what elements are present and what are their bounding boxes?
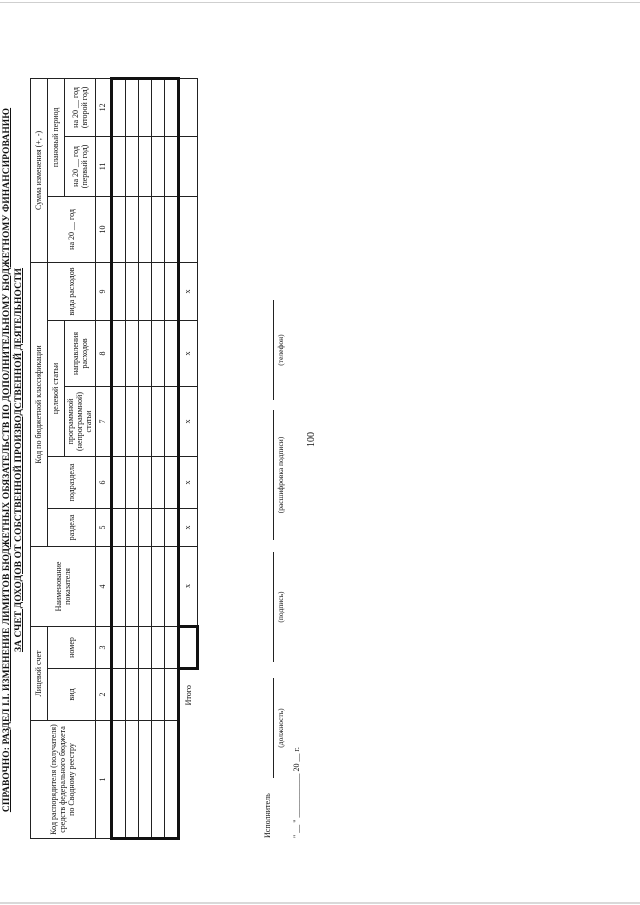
total-cell[interactable] <box>178 136 197 196</box>
total-cell[interactable] <box>178 626 197 668</box>
table-row <box>138 78 151 838</box>
table-cell[interactable] <box>151 626 164 668</box>
column-number: 4 <box>95 546 111 626</box>
table-cell[interactable] <box>125 386 138 456</box>
table-cell[interactable] <box>151 320 164 386</box>
table-cell[interactable] <box>151 508 164 546</box>
header-change-sum: Сумма изменения (+, -) <box>31 78 48 262</box>
table-cell[interactable] <box>125 546 138 626</box>
header-code-recipient: Код распорядителя (получателя) средств федерального бюджета по Сводному реестру <box>31 721 96 839</box>
header-expense-direction: направления расходов <box>65 320 96 386</box>
position-caption: (должность) <box>276 708 285 748</box>
header-subsection: подраздела <box>48 456 96 508</box>
column-number: 6 <box>95 456 111 508</box>
signature-caption: (подпись) <box>276 591 285 623</box>
table-cell[interactable] <box>138 78 151 136</box>
total-expense-type-x: х <box>178 262 197 320</box>
position-line[interactable] <box>273 678 274 778</box>
header-personal-account: Лицевой счет <box>31 626 48 720</box>
table-cell[interactable] <box>111 78 125 136</box>
form-title-line-1: СПРАВОЧНО: РАЗДЕЛ I.I. ИЗМЕНЕНИЕ ЛИМИТОВ БЮДЖЕТНЫХ ОБЯЗАТЕЛЬСТВ ПО ДОПОЛНИТЕЛЬНОМУ БЮДЖЕТНОМУ ФИНАНСИРОВАНИЮ <box>2 107 12 813</box>
table-cell[interactable] <box>164 320 178 386</box>
table-cell[interactable] <box>138 721 151 839</box>
total-indicator-x: х <box>178 546 197 626</box>
header-account-type: вид <box>48 669 96 721</box>
table-cell[interactable] <box>151 669 164 721</box>
table-cell[interactable] <box>164 508 178 546</box>
header-account-number: номер <box>48 626 96 668</box>
phone-line[interactable] <box>273 300 274 400</box>
table-cell[interactable] <box>138 386 151 456</box>
rotated-form-sheet <box>0 20 620 900</box>
table-cell[interactable] <box>111 546 125 626</box>
table-cell[interactable] <box>125 669 138 721</box>
table-cell[interactable] <box>138 546 151 626</box>
form-title-line-2: ЗА СЧЕТ ДОХОДОВ ОТ СОБСТВЕННОЙ ПРОИЗВОДСТВЕННОЙ ДЕЯТЕЛЬНОСТИ <box>14 267 24 653</box>
table-cell[interactable] <box>151 78 164 136</box>
executor-label: Исполнитель <box>263 793 272 838</box>
table-cell[interactable] <box>125 721 138 839</box>
table-cell[interactable] <box>138 626 151 668</box>
table-row <box>151 78 164 838</box>
header-year-second: на 20 __ год (второй год) <box>65 78 96 136</box>
total-program-x: х <box>178 386 197 456</box>
decoding-caption: (расшифровка подписи) <box>276 436 285 514</box>
column-number: 12 <box>95 78 111 136</box>
table-row <box>125 78 138 838</box>
table-cell[interactable] <box>125 196 138 262</box>
header-planning-period: плановый период <box>48 78 65 196</box>
total-label: Итого <box>183 685 193 706</box>
table-cell[interactable] <box>164 546 178 626</box>
table-cell[interactable] <box>164 669 178 721</box>
table-cell[interactable] <box>125 78 138 136</box>
column-number: 5 <box>95 508 111 546</box>
table-cell[interactable] <box>151 456 164 508</box>
table-cell[interactable] <box>125 320 138 386</box>
total-subsection-x: х <box>178 456 197 508</box>
table-cell[interactable] <box>111 196 125 262</box>
table-cell[interactable] <box>125 262 138 320</box>
date-line[interactable]: " __ " ___________ 20 __ г. <box>292 747 301 838</box>
decoding-line[interactable] <box>273 410 274 540</box>
table-cell[interactable] <box>151 262 164 320</box>
table-cell[interactable] <box>111 669 125 721</box>
table-cell[interactable] <box>111 386 125 456</box>
table-cell[interactable] <box>164 626 178 668</box>
total-cell[interactable] <box>178 78 197 136</box>
table-cell[interactable] <box>138 196 151 262</box>
total-direction-x: х <box>178 320 197 386</box>
table-cell[interactable] <box>151 546 164 626</box>
column-number: 2 <box>95 669 111 721</box>
total-row <box>178 78 197 838</box>
table-row <box>164 78 178 838</box>
table-cell[interactable] <box>164 456 178 508</box>
table-cell[interactable] <box>164 386 178 456</box>
table-cell[interactable] <box>125 456 138 508</box>
scan-top-edge <box>0 2 640 3</box>
limits-change-table <box>30 77 199 840</box>
table-cell[interactable] <box>138 262 151 320</box>
table-cell[interactable] <box>111 626 125 668</box>
table-cell[interactable] <box>151 136 164 196</box>
table-cell[interactable] <box>111 721 125 839</box>
column-number: 3 <box>95 626 111 668</box>
table-cell[interactable] <box>151 196 164 262</box>
table-cell[interactable] <box>164 78 178 136</box>
header-program-article: программной (непрограммной) статьи <box>65 386 96 456</box>
table-row <box>111 78 125 838</box>
header-target-article: целевой статьи <box>48 320 65 456</box>
column-number: 10 <box>95 196 111 262</box>
table-cell[interactable] <box>111 320 125 386</box>
header-year-current: на 20 __ год <box>48 196 96 262</box>
table-cell[interactable] <box>138 456 151 508</box>
table-cell[interactable] <box>151 386 164 456</box>
table-cell[interactable] <box>138 669 151 721</box>
table-cell[interactable] <box>164 196 178 262</box>
table-cell[interactable] <box>125 136 138 196</box>
header-budget-classification: Код по бюджетной классификации <box>31 262 48 546</box>
column-number: 9 <box>95 262 111 320</box>
table-cell[interactable] <box>164 721 178 839</box>
table-cell[interactable] <box>125 508 138 546</box>
table-cell[interactable] <box>151 721 164 839</box>
signature-line[interactable] <box>273 552 274 662</box>
table-cell[interactable] <box>111 508 125 546</box>
table-cell[interactable] <box>164 136 178 196</box>
column-number: 11 <box>95 136 111 196</box>
header-expense-type: вида расходов <box>48 262 96 320</box>
column-numbers-row <box>95 78 111 838</box>
total-section-x: х <box>178 508 197 546</box>
column-number: 1 <box>95 721 111 839</box>
column-number: 7 <box>95 386 111 456</box>
page-number: 100 <box>306 432 317 447</box>
table-cell[interactable] <box>138 508 151 546</box>
header-indicator-name: Наименование показателя <box>31 546 96 626</box>
table-cell[interactable] <box>138 320 151 386</box>
header-section: раздела <box>48 508 96 546</box>
table-cell[interactable] <box>164 262 178 320</box>
table-cell[interactable] <box>111 262 125 320</box>
table-cell[interactable] <box>138 136 151 196</box>
column-number: 8 <box>95 320 111 386</box>
scan-bottom-edge <box>0 902 640 904</box>
table-cell[interactable] <box>111 136 125 196</box>
table-cell[interactable] <box>111 456 125 508</box>
total-cell[interactable] <box>178 196 197 262</box>
header-year-first: на 20 __ год (первый год) <box>65 136 96 196</box>
phone-caption: (телефон) <box>276 334 285 366</box>
table-cell[interactable] <box>125 626 138 668</box>
